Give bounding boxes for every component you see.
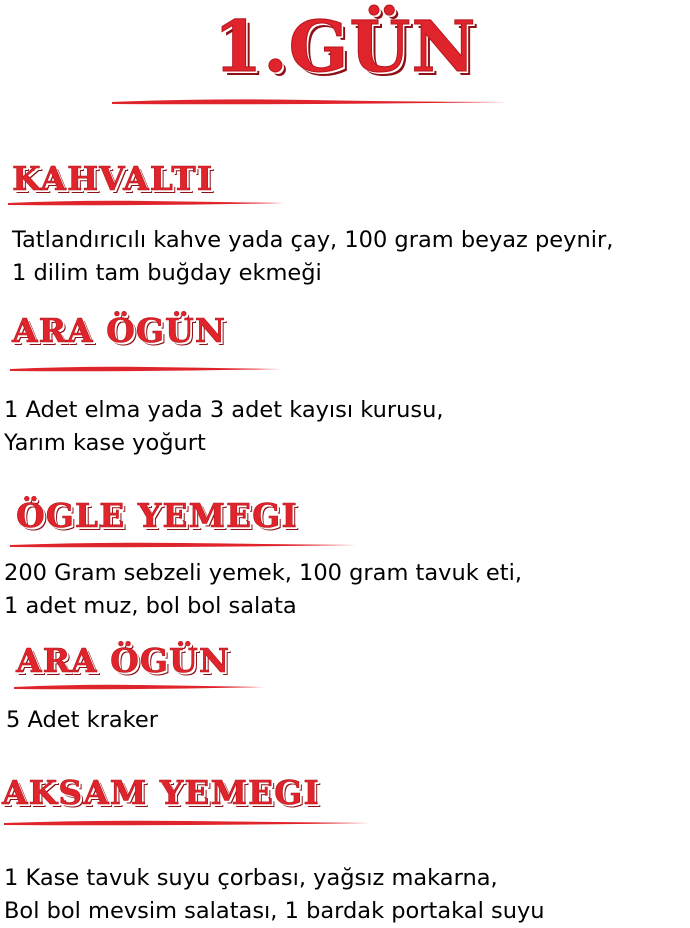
section-text-dinner [4,862,545,928]
section-underline [12,682,267,692]
text-line: Bol bol mevsim salatası, 1 bardak portakal suyu [4,898,545,924]
section-text-snack-1 [4,394,444,460]
text-line: 1 Adet elma yada 3 adet kayısı kurusu, [4,397,444,423]
section-text-snack-2 [6,704,158,737]
text-line: 5 Adet kraker [6,707,158,733]
text-line: 1 adet muz, bol bol salata [4,593,297,619]
title-underline [110,96,510,108]
page-title: 1.GÜN [213,5,477,88]
text-line: 1 Kase tavuk suyu çorbası, yağsız makarna, [4,865,498,891]
section-heading-breakfast: KAHVALTI [12,159,214,198]
section-heading-snack-1: ARA ÖGÜN [12,311,226,350]
text-line: Yarım kase yoğurt [4,430,206,456]
section-underline [8,540,358,550]
section-underline [2,818,372,828]
section-heading-snack-2: ARA ÖGÜN [16,641,230,680]
text-line: 200 Gram sebzeli yemek, 100 gram tavuk eti, [4,560,522,586]
section-heading-dinner: AKSAM YEMEGI [2,773,320,812]
text-line: 1 dilim tam buğday ekmeği [12,260,322,286]
section-heading-lunch: ÖGLE YEMEGI [16,496,298,535]
text-line: Tatlandırıcılı kahve yada çay, 100 gram beyaz peynir, [12,227,614,253]
section-text-breakfast [12,224,613,290]
section-underline [6,198,286,208]
section-text-lunch [4,557,522,623]
section-underline [8,364,283,374]
